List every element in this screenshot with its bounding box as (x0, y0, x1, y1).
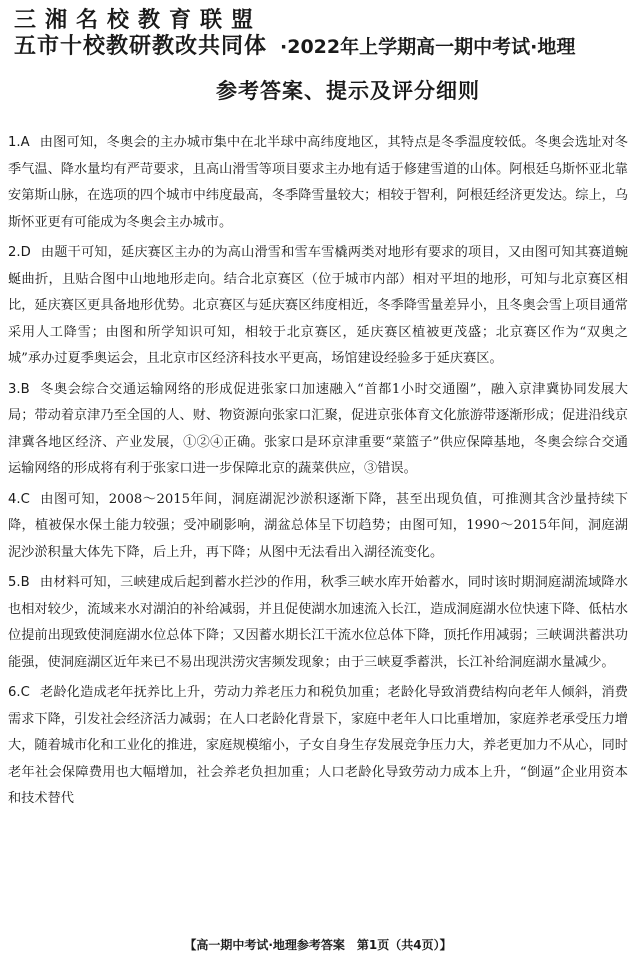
answer-item-2 (8, 240, 628, 373)
answer-explanation: 由图可知，冬奥会的主办城市集中在北半球中高纬度地区，其特点是冬季温度较低。冬奥会选址对冬季气温、降水量均有严苛要求，且高山滑雪等项目要求主办地有适于修建雪道的山体。阿根廷乌斯怀亚北靠安第斯山脉，在选项的四个城市中纬度最高，冬季降雪量较大；相较于智利，阿根廷经济更发达。综上，乌斯怀亚更有可能成为冬奥会主办城市。 (8, 135, 628, 230)
page-footer: 【高一期中考试·地理参考答案 第1页（共4页）】 (184, 938, 452, 952)
answer-explanation: 由题干可知，延庆赛区主办的为高山滑雪和雪车雪橇两类对地形有要求的项目，又由图可知其赛道蜿蜒曲折，且贴合图中山地地形走向。结合北京赛区（位于城市内部）相对平坦的地形，可知与北京赛区相比，延庆赛区更具备地形优势。北京赛区与延庆赛区纬度相近，冬季降雪量差异小，且冬奥会雪上项目通常采用人工降雪；由图和所学知识可知，相较于北京赛区，延庆赛区植被更茂盛；北京赛区作为“双奥之城”承办过夏季奥运会，且北京市区经济科技水平更高，场馆建设经验多于延庆赛区。 (8, 245, 628, 366)
question-number: 3. (8, 381, 21, 397)
org-name-line-1: 三湘名校教育联盟 (14, 8, 263, 33)
answer-choice: C (20, 491, 30, 507)
answer-item-3 (8, 377, 628, 483)
question-number: 2. (8, 245, 21, 260)
answer-explanation: 由材料可知，三峡建成后起到蓄水拦沙的作用，秋季三峡水库开始蓄水，同时该时期洞庭湖流域降水也相对较少，流域来水对湖泊的补给减弱，并且促使湖水加速流入长江，造成洞庭湖水位快速下降、低枯水位提前出现致使洞庭湖水位总体下降；又因蓄水期长江干流水位总体下降，顶托作用减弱；三峡调洪蓄洪功能强，使洞庭湖区近年来已不易出现洪涝灾害频发现象；由于三峡夏季蓄洪，长江补给洞庭湖水量减少。 (8, 575, 628, 670)
question-number: 4. (8, 491, 21, 507)
answer-item-6 (8, 680, 628, 813)
answer-choice: C (20, 685, 30, 700)
answer-item-1 (8, 130, 628, 236)
answer-item-4 (8, 487, 628, 567)
document-title: 参考答案、提示及评分细则 (216, 79, 480, 103)
answer-choice: A (20, 135, 30, 150)
question-number: 6. (8, 685, 21, 700)
answer-explanation: 老龄化造成老年抚养比上升，劳动力养老压力和税负加重；老龄化导致消费结构向老年人倾斜，消费需求下降，引发社会经济活力减弱；在人口老龄化背景下，家庭中老年人口比重增加，家庭养老承受压力增大，随着城市化和工业化的推进，家庭规模缩小，子女自身生存发展竞争压力大，养老更加力不从心，同时老年社会保障费用也大幅增加，社会养老负担加重；人口老龄化导致劳动力成本上升，“倒逼”企业用资本和技术替代 (8, 685, 628, 806)
answer-choice: B (20, 575, 30, 590)
question-number: 5. (8, 575, 21, 590)
org-name-line-2: 五市十校教研教改共同体 (14, 34, 268, 59)
answer-explanation: 冬奥会综合交通运输网络的形成促进张家口加速融入“首都1小时交通圈”，融入京津冀协同发展大局；带动着京津乃至全国的人、财、物资源向张家口汇聚，促进京张体育文化旅游带逐渐形成；促进沿线京津冀各地区经济、产业发展，①②④正确。张家口是环京津重要“菜篮子”供应保障基地，冬奥会综合交通运输网络的形成将有利于张家口进一步保障北京的蔬菜供应，③错误。 (8, 381, 628, 476)
answer-explanation: 由图可知，2008～2015年间，洞庭湖泥沙淤积逐渐下降，甚至出现负值，可推测其含沙量持续下降，植被保水保土能力较强；受冲刷影响，湖盆总体呈下切趋势；由图可知，1990～2015年间，洞庭湖泥沙淤积量大体先下降，后上升，再下降；从图中无法看出入湖径流变化。 (8, 491, 628, 560)
answer-list (8, 130, 628, 817)
answer-item-5 (8, 570, 628, 676)
answer-choice: D (20, 245, 31, 260)
exam-title: ·2022年上学期高一期中考试·地理 (280, 36, 576, 58)
question-number: 1. (8, 135, 21, 150)
organization-block (14, 8, 294, 60)
answer-choice: B (20, 381, 30, 397)
